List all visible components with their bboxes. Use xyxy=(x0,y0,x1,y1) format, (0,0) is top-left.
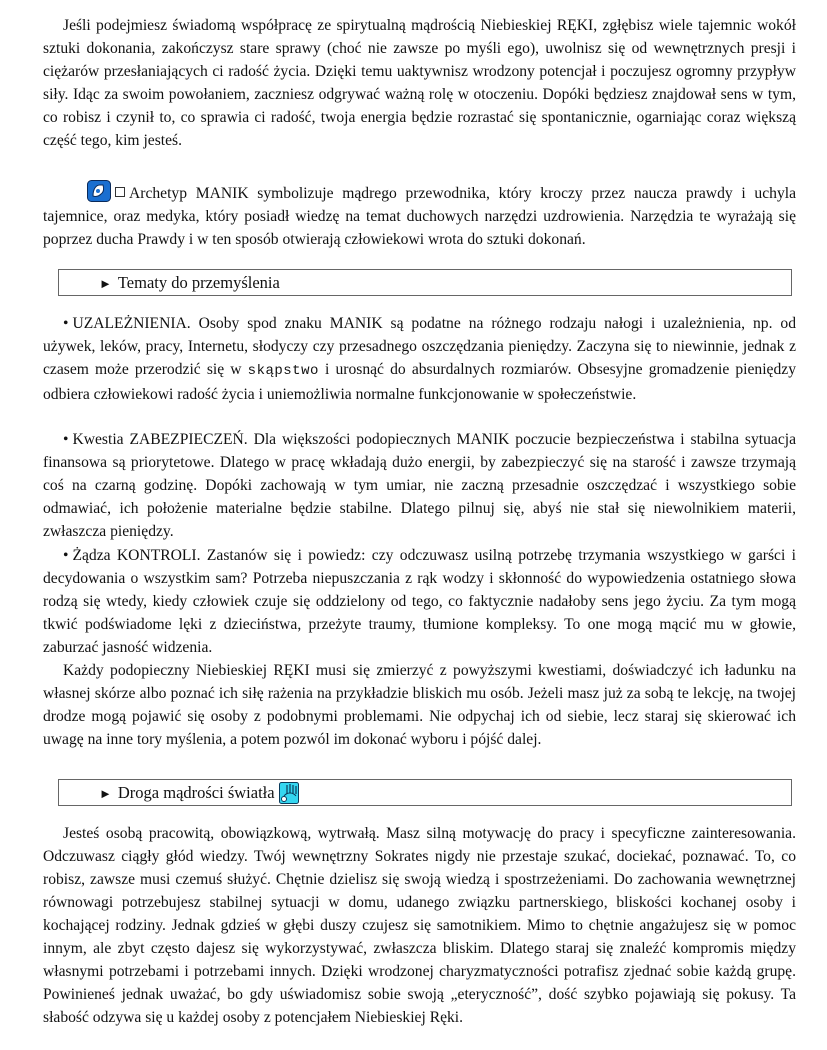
bullet-icon: • xyxy=(63,431,69,448)
bullet-text-continued: i urosnąć do absurdalnych rozmiarów. Obsesyjne gromadzenie pieniędzy odbiera człowiekowi radość życia i uniemożliwia normalne funkcjonowanie w społeczeństwie. xyxy=(43,361,796,403)
bullet-addictions xyxy=(43,312,796,406)
cyan-hand-icon xyxy=(279,782,299,804)
checkbox-square-icon xyxy=(115,187,125,197)
section-header-topics xyxy=(58,269,792,296)
section-header-wisdom xyxy=(58,779,792,806)
bullet-text: Kwestia ZABEZPIECZEŃ. Dla większości podopiecznych MANIK poczucie bezpieczeństwa i stabilna sytuacja finansowa są priorytetowe. Dlatego w pracę wkładają dużo energii, by zabezpieczyć się na starość i zawsze trzymają coś na czarną godzinę. Dopóki zachowają w tym umiar, nie zaczną przesadnie oszczędzać i wszystkiego sobie odmawiać, ich położenie materialne będzie stabilne. Dlatego pilnuj się, abyś nie stał się niewolnikiem materii, zwłaszcza pieniędzy. xyxy=(43,431,796,540)
bullet-icon: • xyxy=(63,547,69,564)
blue-hand-icon xyxy=(87,180,111,202)
archetype-paragraph xyxy=(43,180,796,251)
bullet-security xyxy=(43,428,796,543)
section-title-wisdom: Droga mądrości światła xyxy=(117,783,275,802)
section-title-topics: Tematy do przemyślenia xyxy=(117,273,280,292)
bullet-text: UZALEŻNIENIA. Osoby spod znaku MANIK są podatne na różnego rodzaju nałogi i uzależnienia, np. od używek, leków, pracy, Internetu, słodyczy czy przesadnego oszczędzania pieniędzy. Zaczyna się to niewinnie, jednak z czasem może przerodzić się w xyxy=(43,315,796,378)
archetype-text: Archetyp MANIK symbolizuje mądrego przewodnika, który kroczy przez naucza prawdy i uchyla tajemnice, oraz medyka, który posiadł wiedzę na temat duchowych narzędzi uzdrowienia. Narzędzia te wyrażają się poprzez ducha Prawdy i w ten sposób otwierają człowiekowi wrota do sztuki dokonań. xyxy=(43,185,796,248)
emphasis-word: skąpstwo xyxy=(247,363,319,379)
triangle-right-icon: ► xyxy=(99,276,112,291)
wisdom-paragraph: Jesteś osobą pracowitą, obowiązkową, wytrwałą. Masz silną motywację do pracy i specyficzne zainteresowania. Odczuwasz ciągły głód wiedzy. Twój wewnętrzny Sokrates nigdy nie przestaje szukać, dociekać, poznawać. To, co robisz, zawsze musi czemuś służyć. Chętnie dzielisz się swoją wiedzą i spostrzeżeniami. Do zachowania wewnętrznej równowagi potrzebujesz stabilnej sytuacji w domu, udanego związku partnerskiego, bliskości kochanej osoby i kochającej rodziny. Jednak gdzieś w głębi duszy czujesz się samotnikiem. Mimo to chętnie angażujesz się w pomoc innym, ale zbyt często dajesz się wykorzystywać, zwłaszcza bliskim. Dlatego staraj się znaleźć kompromis między własnymi potrzebami i potrzebami innych. Dzięki wrodzonej charyzmatyczności potrafisz zjednać sobie każdą grupę. Powinieneś jednak uważać, bo gdy uświadomisz sobie swoją „eteryczność”, dość szybko pojawiają się pokusy. Ta słabość odzywa się u każdej osoby z potencjałem Niebieskiej Ręki. xyxy=(43,825,796,1026)
intro-paragraph: Jeśli podejmiesz świadomą współpracę ze spirytualną mądrością Niebieskiej RĘKI, zgłębisz wiele tajemnic wokół sztuki dokonania, zakończysz stare sprawy (choć nie zawsze po myśli ego), uwolnisz się od wewnętrznych presji i ciężarów przesłaniających ci radość życia. Dzięki temu uaktywnisz wrodzony potencjał i poczujesz ogromny przypływ siły. Idąc za swoim powołaniem, zaczniesz odgrywać ważną rolę w otoczeniu. Dopóki będziesz znajdował sens w tym, co robisz i czynił to, co sprawia ci radość, twoja energia będzie rozrastać się spontanicznie, ogarniając coraz większą część tego, kim jesteś. xyxy=(43,17,796,149)
bullet-text: Żądza KONTROLI. Zastanów się i powiedz: czy odczuwasz usilną potrzebę trzymania wszystkiego w garści i decydowania o wszystkim sam? Potrzeba niepuszczania z rąk wodzy i skłonność do wypowiedzenia ostatniego słowa rodzą się wtedy, kiedy człowiek czuje się oddzielony od tego, co faktycznie nadałoby sens jego życiu. Za tym mogą tkwić podświadome lęki z dzieciństwa, przeżyte traumy, tłumione kompleksy. To one mogą mącić mu w głowie, zaburzać jasność widzenia. xyxy=(43,547,796,656)
triangle-right-icon: ► xyxy=(99,786,112,801)
bullet-icon: • xyxy=(63,315,69,332)
bullet-control xyxy=(43,544,796,659)
summary-paragraph: Każdy podopieczny Niebieskiej RĘKI musi się zmierzyć z powyższymi kwestiami, doświadczyć ich ładunku na własnej skórze albo poznać ich siłę rażenia na przykładzie bliskich mu osób. Jeżeli masz już za sobą te lekcję, na twojej drodze mogą pojawić się osoby z podobnymi problemami. Nie odpychaj ich od siebie, lecz staraj się skierować ich uwagę na inne tory myślenia, a potem pozwól im dokonać wyboru i pójść dalej. xyxy=(43,662,796,748)
